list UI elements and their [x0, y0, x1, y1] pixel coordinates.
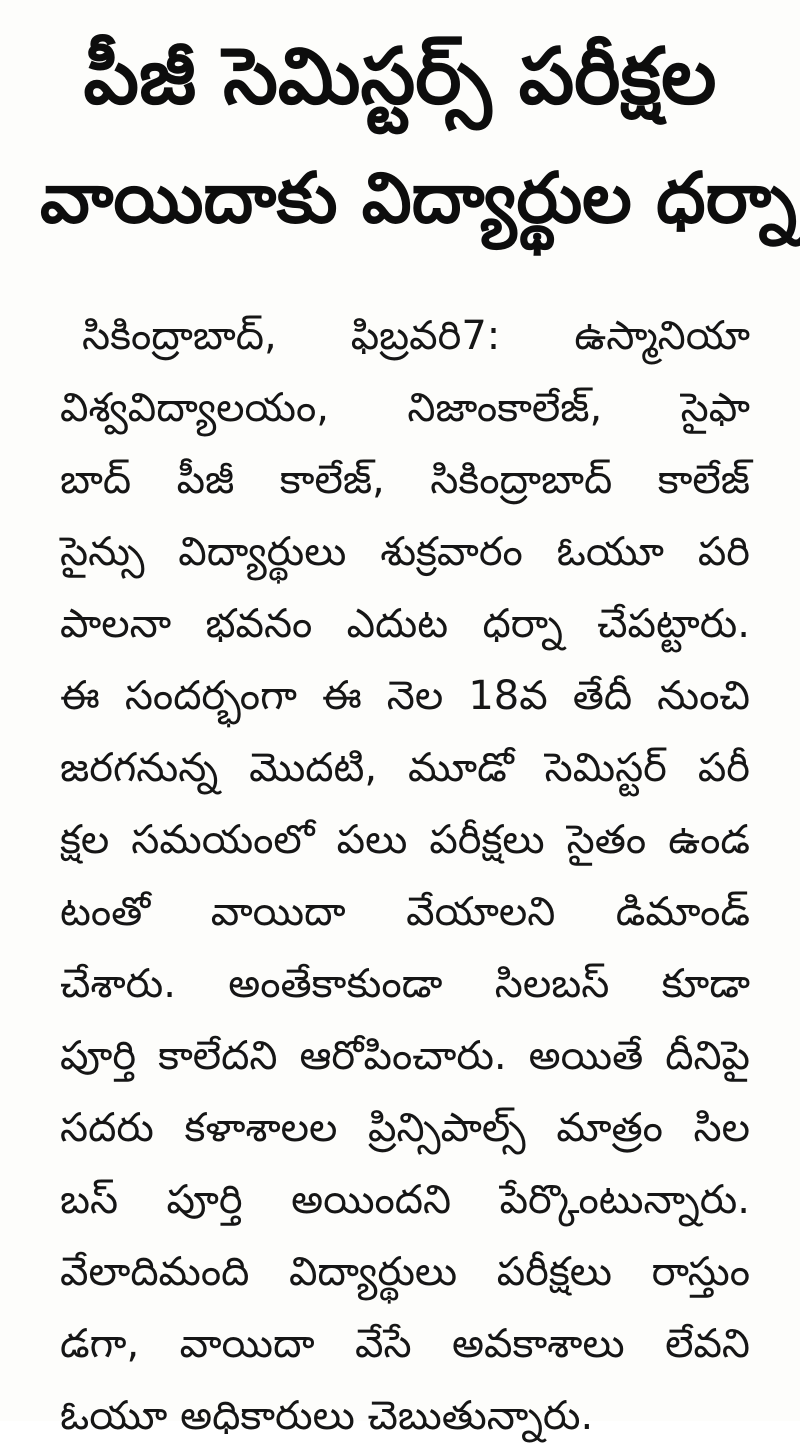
article-line: పాలనా భవనం ఎదుట ధర్నా చేపట్టారు.: [60, 601, 750, 647]
headline-line-1: పీజీ సెమిస్టర్స్ పరీక్షల: [83, 32, 717, 122]
article-line: టంతో వాయిదా వేయాలని డిమాండ్: [60, 889, 750, 935]
article-line: డగా, వాయిదా వేసే అవకాశాలు లేవని: [60, 1321, 750, 1367]
article-line: ఓయూ అధికారులు చెబుతున్నారు.: [60, 1393, 594, 1439]
article-line: సైన్సు విద్యార్థులు శుక్రవారం ఓయూ పరి: [60, 529, 750, 575]
article-line: విశ్వవిద్యాలయం, నిజాంకాలేజ్, సైఫా: [60, 385, 750, 431]
article-body: [60, 300, 750, 1452]
article-line: చేశారు. అంతేకాకుండా సిలబస్ కూడా: [60, 961, 750, 1007]
article-line: వేలాదిమంది విద్యార్థులు పరీక్షలు రాస్తుం: [60, 1249, 750, 1295]
article-line: పూర్తి కాలేదని ఆరోపించారు. అయితే దీనిపై: [60, 1033, 750, 1079]
article-line: ఈ సందర్భంగా ఈ నెల 18వ తేదీ నుంచి: [60, 673, 750, 719]
article-line: జరగనున్న మొదటి, మూడో సెమిస్టర్ పరీ: [60, 745, 750, 791]
headline-line-2: వాయిదాకు విద్యార్థుల ధర్నా: [40, 157, 797, 239]
article-line: బస్ పూర్తి అయిందని పేర్కొంటున్నారు.: [60, 1177, 750, 1223]
article-line: సికింద్రాబాద్, ఫిబ్రవరి7: ఉస్మానియా: [82, 313, 750, 359]
article-line: సదరు కళాశాలల ప్రిన్సిపాల్స్ మాత్రం సిల: [60, 1105, 750, 1151]
article-line: బాద్ పీజీ కాలేజ్, సికింద్రాబాద్ కాలేజ్: [60, 457, 750, 503]
article-line: క్షల సమయంలో పలు పరీక్షలు సైతం ఉండ: [60, 817, 750, 863]
